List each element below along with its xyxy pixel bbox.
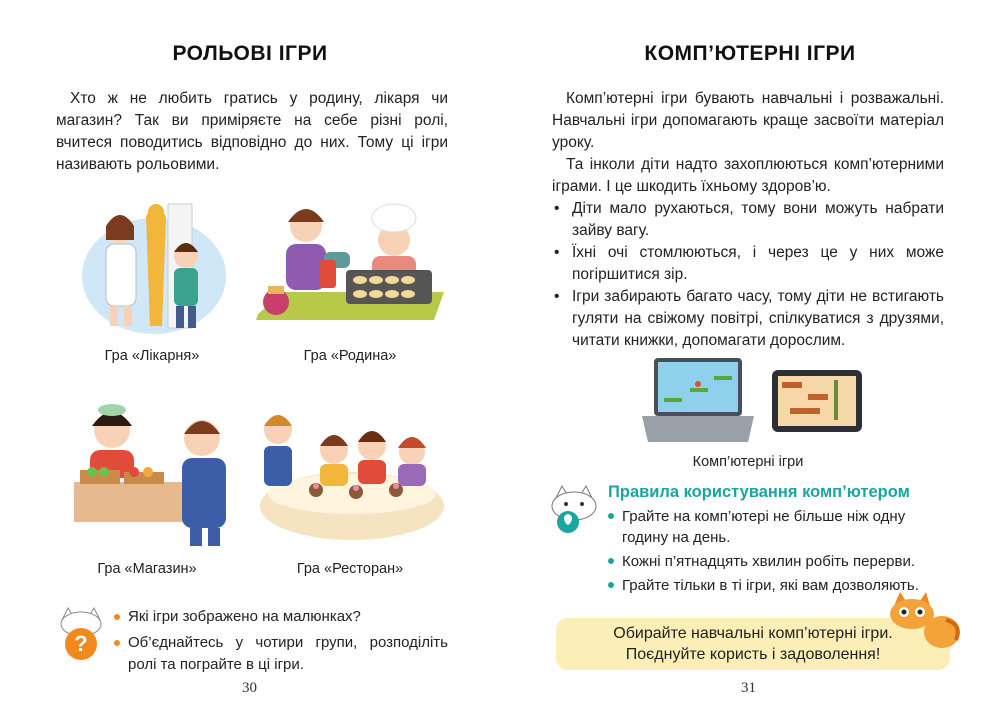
question-cat-icon bbox=[56, 606, 106, 662]
page-number-left: 30 bbox=[242, 680, 257, 696]
bullet-item: • Їхні очі стомлюються, і через це у них може погіршитися зір. bbox=[552, 242, 944, 286]
caption-family: Гра «Родина» bbox=[303, 348, 397, 364]
question-item: Об’єднайтесь у чотири групи, розподіліть ролі та пограйте в ці ігри. bbox=[114, 632, 448, 676]
para-2: Та інколи діти надто захоплюються комп’ютерними іграми. І це шкодить їхньому здоров’ю. bbox=[552, 156, 944, 195]
harm-bullets bbox=[552, 198, 944, 352]
rule-item: Грайте на комп’ютері не більше ніж одну годину на день. bbox=[608, 506, 946, 548]
question-item: Які ігри зображено на малюнках? bbox=[114, 606, 448, 628]
rule-item: Грайте тільки в ті ігри, які вам дозволяють. bbox=[608, 575, 946, 596]
right-page-title: КОМП’ЮТЕРНІ ІГРИ bbox=[644, 42, 856, 65]
svg-text:?: ? bbox=[74, 631, 88, 656]
caption-hospital: Гра «Лікарня» bbox=[104, 348, 200, 364]
right-body-text bbox=[552, 88, 944, 352]
advice-line-2: Поєднуйте користь і задоволення! bbox=[625, 646, 881, 663]
laptop-tablet-illustration bbox=[640, 356, 866, 448]
para-1: Комп’ютерні ігри бувають навчальні і розважальні. Навчальні ігри допомагають краще засвоїти матеріал уроку. bbox=[552, 90, 944, 151]
caption-restaurant: Гра «Ресторан» bbox=[296, 561, 404, 577]
restaurant-game-illustration bbox=[256, 402, 446, 548]
left-intro-text bbox=[56, 88, 448, 176]
bullet-item: • Ігри забирають багато часу, тому діти не встигають гуляти на свіжому повітрі, спілкуватися з друзями, читати книжки, допомагати дорослим. bbox=[552, 286, 944, 352]
advice-line-1: Обирайте навчальні комп’ютерні ігри. bbox=[613, 625, 893, 642]
shop-game-illustration bbox=[70, 400, 242, 550]
caption-devices: Комп’ютерні ігри bbox=[692, 454, 804, 470]
cat-with-bulb-icon bbox=[546, 484, 606, 536]
left-page-title: РОЛЬОВІ ІГРИ bbox=[172, 42, 328, 65]
orange-cat-icon bbox=[886, 590, 966, 652]
rules-list bbox=[608, 506, 946, 599]
family-game-illustration bbox=[254, 194, 448, 334]
questions-list bbox=[114, 606, 448, 680]
page-number-right: 31 bbox=[741, 680, 756, 696]
intro-paragraph: Хто ж не любить гратись у родину, лікаря чи магазин? Так ви приміряєте на себе різні ролі, вчитеся поводитись відповідно до них. Тому ці ігри називають рольовими. bbox=[56, 90, 448, 173]
rule-item: Кожні п’ятнадцять хвилин робіть перерви. bbox=[608, 551, 946, 572]
rules-title: Правила користування комп’ютером bbox=[608, 483, 910, 501]
caption-shop: Гра «Магазин» bbox=[97, 561, 197, 577]
bullet-item: • Діти мало рухаються, тому вони можуть набрати зайву вагу. bbox=[552, 198, 944, 242]
hospital-game-illustration bbox=[76, 196, 232, 336]
